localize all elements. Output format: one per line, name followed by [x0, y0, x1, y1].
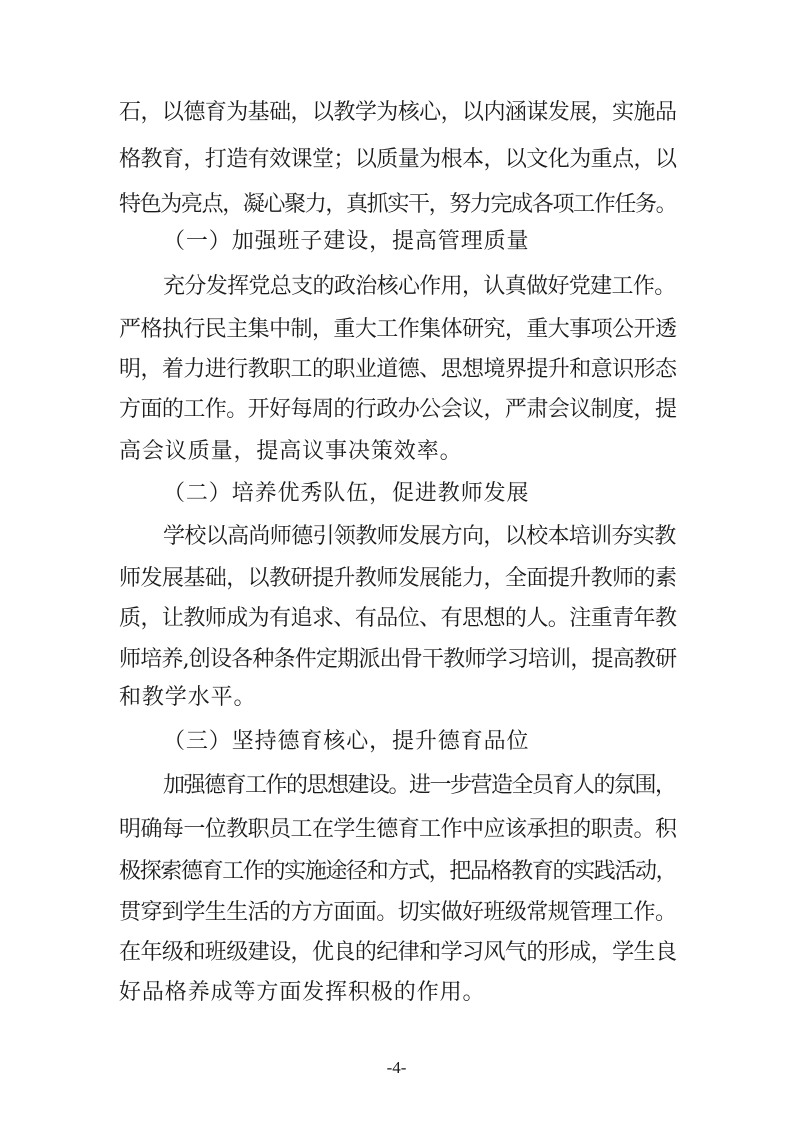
- paragraph-line: 充分发挥党总支的政治核心作用，认真做好党建工作。: [163, 274, 676, 299]
- paragraph-line: 学校以高尚师德引领教师发展方向，以校本培训夯实教: [163, 524, 676, 549]
- paragraph-line: 师培养,创设各种条件定期派出骨干教师学习培训，提高教研: [119, 647, 677, 672]
- page-number: -4-: [386, 1058, 407, 1077]
- paragraph-line: 极探索德育工作的实施途径和方式，把品格教育的实践活动，: [119, 859, 677, 884]
- paragraph-line: 格教育，打造有效课堂；以质量为根本，以文化为重点，以: [119, 147, 677, 172]
- section-heading: （二）培养优秀队伍，促进教师发展: [163, 481, 530, 506]
- paragraph-line: 严格执行民主集中制，重大工作集体研究，重大事项公开透: [119, 317, 677, 342]
- section-heading: （三）坚持德育核心，提升德育品位: [163, 729, 530, 754]
- paragraph-line: 贯穿到学生生活的方方面面。切实做好班级常规管理工作。: [119, 900, 677, 925]
- paragraph-line: 石，以德育为基础，以教学为核心，以内涵谋发展，实施品: [119, 100, 677, 125]
- paragraph-line: 在年级和班级建设，优良的纪律和学习风气的形成，学生良: [119, 940, 677, 965]
- paragraph-line: 方面的工作。开好每周的行政办公会议，严肃会议制度，提: [119, 397, 677, 422]
- paragraph-line: 和教学水平。: [119, 685, 257, 710]
- section-heading: （一）加强班子建设，提高管理质量: [163, 229, 530, 254]
- paragraph-line: 质，让教师成为有追求、有品位、有思想的人。注重青年教: [119, 606, 677, 631]
- paragraph-line: 明，着力进行教职工的职业道德、思想境界提升和意识形态: [119, 357, 677, 382]
- paragraph-line: 特色为亮点，凝心聚力，真抓实干，努力完成各项工作任务。: [119, 192, 677, 217]
- paragraph-line: 明确每一位教职员工在学生德育工作中应该承担的职责。积: [119, 817, 677, 842]
- paragraph-line: 好品格养成等方面发挥积极的作用。: [119, 980, 486, 1005]
- paragraph-line: 师发展基础，以教研提升教师发展能力，全面提升教师的素: [119, 566, 677, 591]
- paragraph-line: 加强德育工作的思想建设。进一步营造全员育人的氛围，: [163, 773, 676, 798]
- paragraph-line: 高会议质量，提高议事决策效率。: [119, 439, 463, 464]
